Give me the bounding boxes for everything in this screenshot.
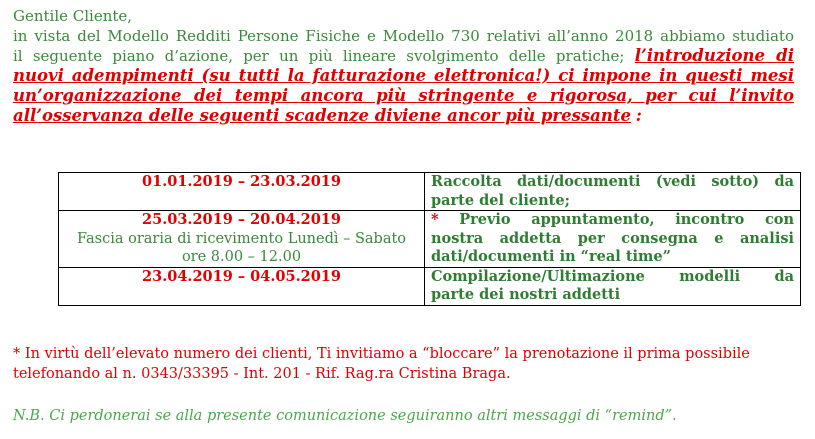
schedule-dates: 23.04.2019 – 04.05.2019 xyxy=(142,267,341,285)
emphasis-line-4: all’osservanza delle seguenti scadenze diviene ancor più pressante xyxy=(13,106,631,125)
schedule-dates: 01.01.2019 – 23.03.2019 xyxy=(142,173,341,190)
emphasis-line-2-wrap xyxy=(13,66,794,86)
schedule-table xyxy=(58,172,801,306)
schedule-dates-cell xyxy=(59,267,425,305)
schedule-dates: 25.03.2019 – 20.04.2019 xyxy=(142,211,341,228)
schedule-desc-line: nostra addetta per consegna e analisi xyxy=(431,229,794,247)
emphasis-line-2: nuovi adempimenti (su tutti la fatturazione elettronica!) ci impone in questi mesi xyxy=(13,66,794,85)
emphasis-line-1: l’introduzione di xyxy=(634,46,794,65)
footnote-line-1: * In virtù dell’elevato numero dei clienti, Ti invitiamo a “bloccare” la prenotazione il prima possibile xyxy=(13,346,750,362)
schedule-desc-line: Compilazione/Ultimazione modelli da xyxy=(431,267,794,285)
schedule-desc-cell xyxy=(425,267,801,305)
schedule-desc-line: parte dei nostri addetti xyxy=(431,286,621,303)
greeting: Gentile Cliente, xyxy=(13,7,133,25)
schedule-hours-note: ore 8.00 – 12.00 xyxy=(181,249,302,265)
footnote xyxy=(13,344,803,384)
schedule-dates-cell xyxy=(59,173,425,211)
nb-note: N.B. Ci perdonerai se alla presente comunicazione seguiranno altri messaggi di “remind”. xyxy=(13,408,677,424)
intro-line-2-text: il seguente piano d’azione, per un più lineare svolgimento delle pratiche; xyxy=(13,47,625,65)
emphasis-line-4-wrap xyxy=(13,106,794,126)
schedule-desc-line xyxy=(431,211,794,230)
schedule-desc-cell xyxy=(425,173,801,211)
schedule-desc-line: Raccolta dati/documenti (vedi sotto) da xyxy=(431,173,794,190)
schedule-desc-cell xyxy=(425,211,801,268)
schedule-dates-cell xyxy=(59,211,425,268)
emphasis-line-3-wrap xyxy=(13,86,794,106)
intro-paragraph xyxy=(13,6,794,126)
schedule-hours-note: Fascia oraria di ricevimento Lunedì – Sabato xyxy=(76,230,407,247)
intro-line-2 xyxy=(13,46,794,66)
schedule-desc-text: Previo appuntamento, incontro con xyxy=(438,211,794,228)
schedule-desc-line: dati/documenti in “real time” xyxy=(431,248,671,265)
footnote-line-2: telefonando al n. 0343/33395 - Int. 201 - Rif. Rag.ra Cristina Braga. xyxy=(13,366,511,382)
emphasis-line-3: un’organizzazione dei tempi ancora più stringente e rigorosa, per cui l’invito xyxy=(13,86,794,105)
asterisk-mark: * xyxy=(431,211,439,228)
intro-line-1: in vista del Modello Redditi Persone Fisiche e Modello 730 relativi all’anno 2018 abbiamo studiato xyxy=(13,27,794,45)
schedule-desc-line: parte del cliente; xyxy=(431,191,570,209)
table-row xyxy=(59,173,801,211)
emphasis-colon: : xyxy=(635,106,642,125)
table-row xyxy=(59,267,801,305)
table-row xyxy=(59,211,801,268)
